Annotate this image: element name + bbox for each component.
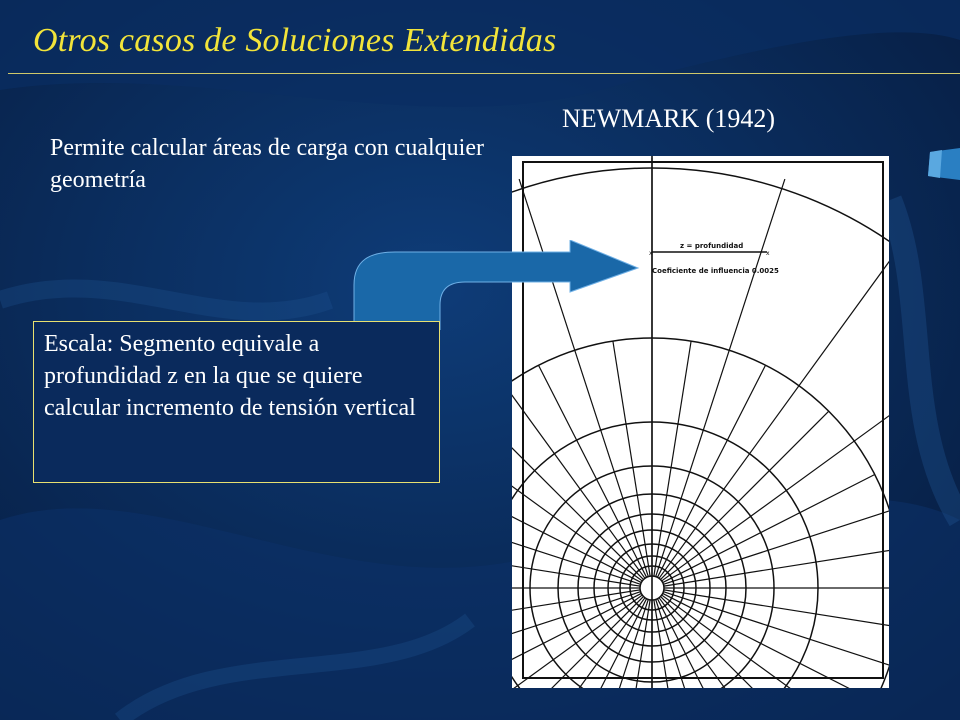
pointer-arrow [340,240,640,330]
scale-start-mark: x [649,250,653,257]
scale-callout-box: Escala: Segmento equivale a profundidad z en la que se quiere calcular incremento de tensión vertical [33,321,440,483]
title-divider [8,73,960,74]
decorative-tab-shape [924,148,960,180]
coefficient-label: Coeficiente de influencia 0.0025 [652,267,779,275]
newmark-chart-figure [512,156,889,688]
newmark-influence-chart [512,156,889,688]
description-text: Permite calcular áreas de carga con cualquier geometría [50,135,484,193]
scale-label: z = profundidad [680,242,744,250]
slide-title: Otros casos de Soluciones Extendidas [33,22,557,59]
scale-end-mark: x [766,250,770,257]
figure-subtitle: NEWMARK (1942) [562,104,776,133]
